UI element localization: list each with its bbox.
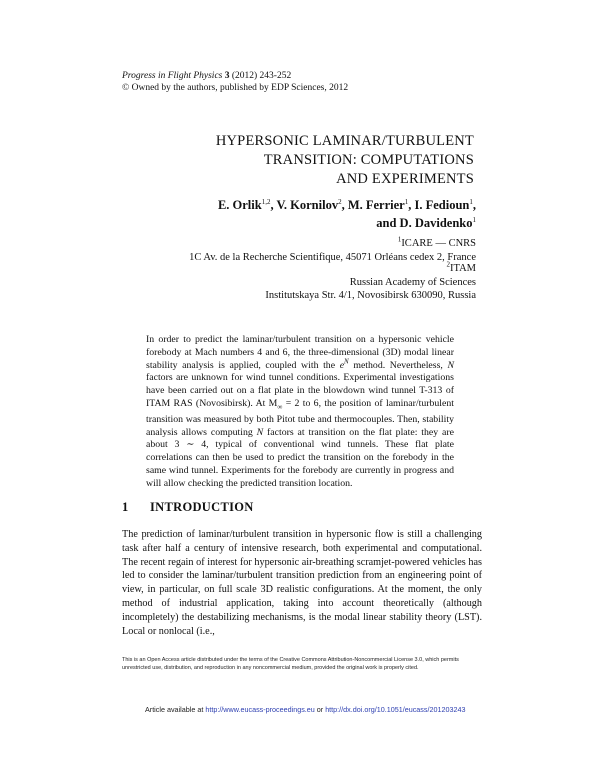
section-number: 1 [122,500,129,514]
affiliation-2 [150,262,476,303]
affiliation-sup: 1 [397,235,402,244]
title-line: AND EXPERIMENTS [336,171,474,187]
author-line-2 [150,214,476,232]
journal-volume: 3 [224,71,230,81]
affiliation-name: $^2$ITAM [446,260,476,274]
author-separator: , [472,198,476,212]
author-name: V. Kornilov [276,198,339,212]
affiliation-org: Russian Academy of Sciences [349,276,476,288]
author-separator: , [270,198,277,212]
title-line: TRANSITION: COMPUTATIONS [263,152,474,168]
affiliation-sup: 2 [446,260,450,269]
affiliation-address: Institutskaya Str. 4/1, Novosibirsk 630090, Russia [265,290,476,301]
journal-citation [122,70,482,82]
author-name: I. Fedioun [414,198,470,212]
author-affil-sup: 1,2 [261,197,271,206]
author-separator: , [341,198,348,212]
author-name: and D. Davidenko [376,216,473,230]
abstract: In order to predict the laminar/turbulent transition on a hypersonic vehicle forebody at Mach numbers 4 and 6, the three-dimensional (3D) modal linear stability analysis is applied, coupled with the $e^N$ method. Nevertheless, N factors are unknown for wind tunnel conditions. Experimental investigations have been carried out on a flat plate in the blowdown wind tunnel T-313 of ITAM RAS (Novosibirsk). At $M_\infty = 2$ to 6, the position of laminar/turbulent transition was measured by both Pitot tube and thermocouples. Then, stability analysis allows computing N factors at transition on the flat plate: they are about 3 ∼ 4, typical of conventional wind tunnels. These flat plate correlations can then be used to predict the transition on the forebody in the same wind tunnel. Experiments for the forebody are currently in progress and will allow checking the predicted transition location. [146,334,455,489]
paper-title [150,132,474,189]
doi-link[interactable]: http://dx.doi.org/10.1051/eucass/201203243 [325,705,466,714]
introduction-paragraph: The prediction of laminar/turbulent transition in hypersonic flow is still a challenging task after half a century of intensive research, both experimental and computational. The recent regain of interest for hypersonic air-breathing scramjet-powered vehicles has led to consider the laminar/turbulent transition prediction from an engineering point of view, in particular, on full scale 3D realistic configurations. At the moment, the only method of industrial application, taking into account theoretically (although incompletely) the destabilizing mechanisms, is the modal linear stability theory (LST). Local or nonlocal (i.e., [122,529,482,637]
affiliation-1 [150,237,476,264]
author-line-1 [150,196,476,214]
author-name: M. Ferrier [347,198,405,212]
section-heading [122,500,254,515]
author-affil-sup: 1 [469,197,473,206]
license-footnote: This is an Open Access article distributed under the terms of the Creative Commons Attribution-Noncommercial License 3.0, which permits unrestricted use, distribution, and reproduction in any noncommercial medium, provided the original work is properly cited. [122,657,459,671]
copyright-line: © Owned by the authors, published by EDP Sciences, 2012 [122,83,349,93]
author-affil-sup: 1 [404,197,409,206]
author-name: E. Orlik [217,198,262,212]
author-affil-sup: 2 [338,197,342,206]
eucass-proceedings-link[interactable]: http://www.eucass-proceedings.eu [205,705,315,714]
section-title: INTRODUCTION [150,500,254,514]
article-availability: Article available at http://www.eucass-proceedings.eu or http://dx.doi.org/10.1051/eucass/201203243 [145,705,466,714]
affiliation-address: 1C Av. de la Recherche Scientifique, 45071 Orléans cedex 2, France [189,251,476,263]
author-list [150,196,476,232]
journal-header [122,70,482,94]
author-separator: , [408,198,415,212]
journal-year-pages: (2012) 243-252 [231,71,292,81]
affiliation-name: $^1$ICARE — CNRS [397,235,476,249]
title-line: HYPERSONIC LAMINAR/TURBULENT [215,133,474,149]
author-affil-sup: 1 [472,215,476,224]
journal-name: Progress in Flight Physics [122,71,223,81]
